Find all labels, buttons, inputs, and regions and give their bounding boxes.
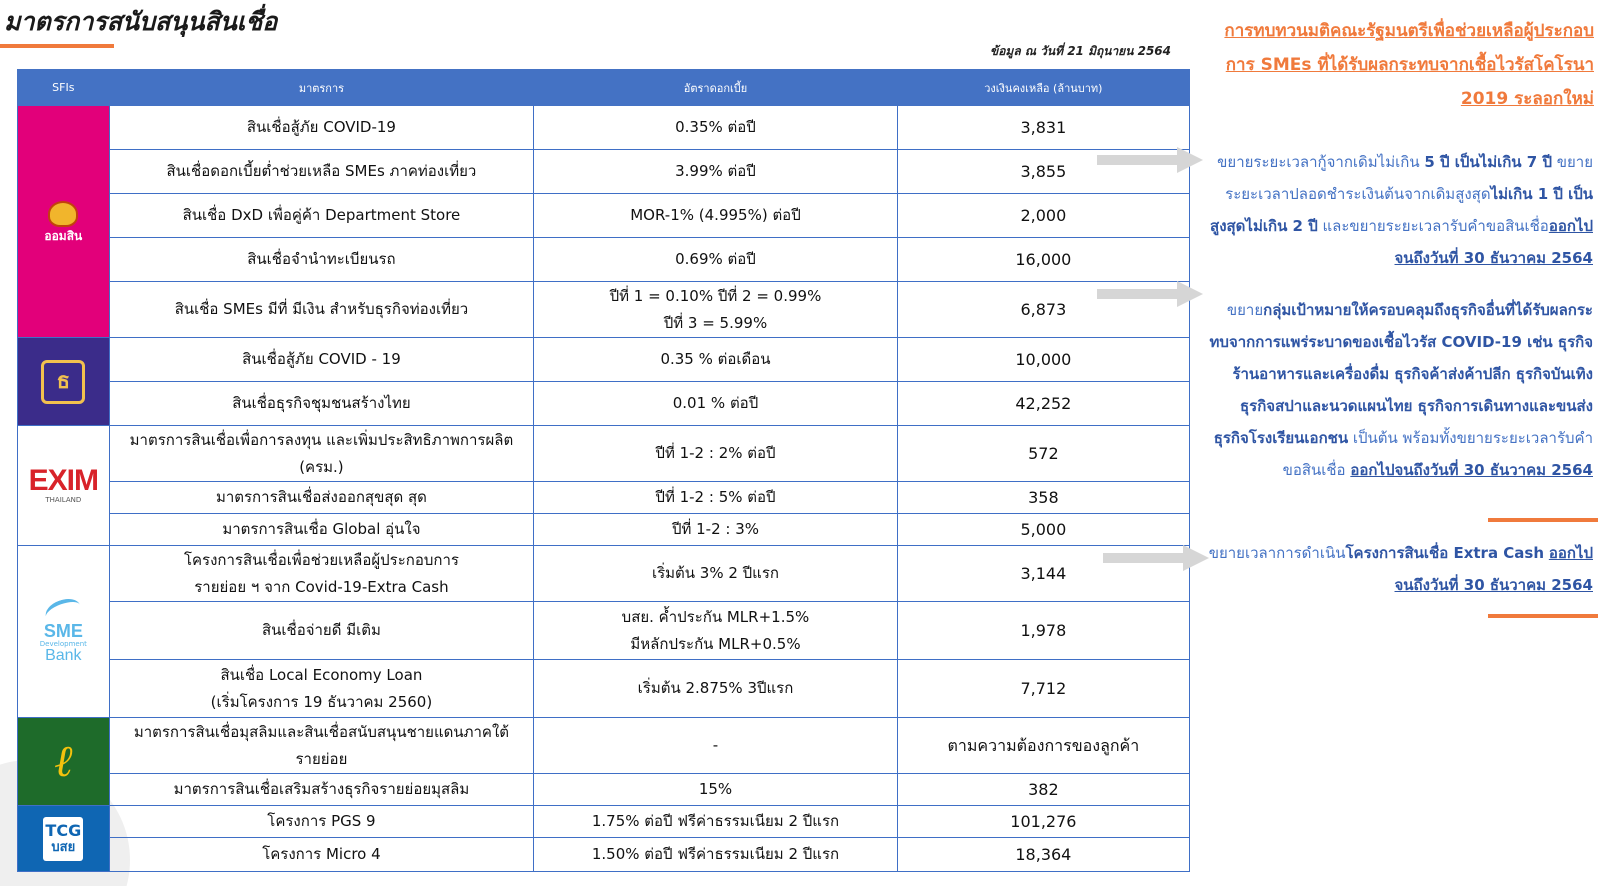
measure-cell: สินเชื่อจำนำทะเบียนรถ xyxy=(109,238,534,282)
ibank-crescent-icon: ℓ xyxy=(54,735,73,787)
note-divider xyxy=(1488,614,1598,618)
header-measure: มาตรการ xyxy=(109,70,534,106)
rate-cell: 15% xyxy=(534,774,898,806)
sidebar-heading: การทบทวนมติคณะรัฐมนตรีเพื่อช่วยเหลือผู้ประกอบการ SMEs ที่ได้รับผลกระทบจากเชื้อไวรัสโคโรนา 2019 ระลอกใหม่ xyxy=(1224,21,1594,109)
table-row xyxy=(18,382,1190,426)
table-row xyxy=(18,482,1190,514)
table-row xyxy=(18,774,1190,806)
measure-cell: สินเชื่อ SMEs มีที่ มีเงิน สำหรับธุรกิจท่องเที่ยว xyxy=(109,282,534,338)
arrow-right-icon xyxy=(1097,281,1203,307)
tcg-emblem-icon: TCG บสย xyxy=(43,817,83,861)
ibank-logo xyxy=(18,718,110,806)
header-sfis: SFIs xyxy=(18,70,110,106)
sme-bank-logo xyxy=(18,546,110,718)
rate-cell: 3.99% ต่อปี xyxy=(534,150,898,194)
baac-emblem-icon: ธ xyxy=(41,360,85,404)
table-row xyxy=(18,660,1190,718)
amount-cell: 10,000 xyxy=(897,338,1189,382)
sme-logo-bank: Bank xyxy=(45,646,82,664)
measure-cell: สินเชื่อสู้ภัย COVID-19 xyxy=(109,106,534,150)
gsb-logo xyxy=(18,106,110,338)
rate-cell: - xyxy=(534,718,898,774)
amount-cell: 3,831 xyxy=(897,106,1189,150)
baac-logo xyxy=(18,338,110,426)
amount-cell: 3,855 xyxy=(897,150,1189,194)
note-extend-target-group: ขยายกลุ่มเป้าหมายให้ครอบคลุมถึงธุรกิจอื่นที่ได้รับผลกระทบจากการแพร่ระบาดของเชื้อไวรัส COVID-19 เช่น ธุรกิจร้านอาหารและเครื่องดื่ม ธุรกิจค้าส่งค้าปลีก ธุรกิจบันเทิง ธุรกิจสปาและนวดแผนไทย ธุรกิจการเดินทางและขนส่ง ธุรกิจโรงเรียนเอกชน เป็นต้น พร้อมทั้งขยายระยะเวลารับคำขอสินเชื่อ ออกไปจนถึงวันที่ 30 ธันวาคม 2564 xyxy=(1209,301,1593,479)
rate-cell: 0.35 % ต่อเดือน xyxy=(534,338,898,382)
amount-cell: 16,000 xyxy=(897,238,1189,282)
amount-cell: ตามความต้องการของลูกค้า xyxy=(897,718,1189,774)
note-extra-cash: ขยายเวลาการดำเนินโครงการสินเชื่อ Extra Cash ออกไปจนถึงวันที่ 30 ธันวาคม 2564 xyxy=(1208,544,1593,594)
amount-cell: 5,000 xyxy=(897,514,1189,546)
amount-cell: 42,252 xyxy=(897,382,1189,426)
table-row xyxy=(18,106,1190,150)
title-underline xyxy=(0,44,114,48)
rate-cell: 0.35% ต่อปี xyxy=(534,106,898,150)
table-row xyxy=(18,602,1190,660)
table-row xyxy=(18,338,1190,382)
rate-cell: 1.50% ต่อปี ฟรีค่าธรรมเนียม 2 ปีแรก xyxy=(534,838,898,872)
table-row xyxy=(18,426,1190,482)
gsb-emblem-icon xyxy=(48,201,78,227)
exim-logo xyxy=(18,426,110,546)
amount-cell: 3,144 xyxy=(897,546,1189,602)
page-title: มาตรการสนับสนุนสินเชื่อ xyxy=(4,7,278,36)
header-amount: วงเงินคงเหลือ (ล้านบาท) xyxy=(897,70,1189,106)
amount-cell: 572 xyxy=(897,426,1189,482)
measure-cell: สินเชื่อ DxD เพื่อคู่ค้า Department Store xyxy=(109,194,534,238)
rate-cell: ปีที่ 1-2 : 5% ต่อปี xyxy=(534,482,898,514)
table-row xyxy=(18,718,1190,774)
table-body xyxy=(18,106,1190,872)
measure-cell: โครงการ Micro 4 xyxy=(109,838,534,872)
measure-cell: สินเชื่อดอกเบี้ยต่ำช่วยเหลือ SMEs ภาคท่องเที่ยว xyxy=(109,150,534,194)
rate-cell: บสย. ค้ำประกัน MLR+1.5% มีหลักประกัน MLR+0.5% xyxy=(534,602,898,660)
credit-measures-table xyxy=(17,69,1190,872)
table-row xyxy=(18,514,1190,546)
rate-cell: เริ่มต้น 3% 2 ปีแรก xyxy=(534,546,898,602)
tcg-logo xyxy=(18,806,110,872)
data-date: ข้อมูล ณ วันที่ 21 มิถุนายน 2564 xyxy=(990,44,1171,58)
arrow-right-icon xyxy=(1097,147,1203,173)
measure-cell: สินเชื่อจ่ายดี มีเติม xyxy=(109,602,534,660)
amount-cell: 101,276 xyxy=(897,806,1189,838)
amount-cell: 7,712 xyxy=(897,660,1189,718)
measure-cell: มาตรการสินเชื่อ Global อุ่นใจ xyxy=(109,514,534,546)
amount-cell: 1,978 xyxy=(897,602,1189,660)
sme-logo-sub: Development xyxy=(39,639,87,648)
measure-cell: สินเชื่อ Local Economy Loan (เริ่มโครงการ 19 ธันวาคม 2560) xyxy=(109,660,534,718)
exim-logo-sub: THAILAND xyxy=(45,496,82,504)
arrow-right-icon xyxy=(1103,545,1209,571)
measure-cell: มาตรการสินเชื่อเสริมสร้างธุรกิจรายย่อยมุสลิม xyxy=(109,774,534,806)
rate-cell: 0.69% ต่อปี xyxy=(534,238,898,282)
measure-cell: มาตรการสินเชื่อมุสลิมและสินเชื่อสนับสนุนชายแดนภาคใต้ รายย่อย xyxy=(109,718,534,774)
table-row xyxy=(18,282,1190,338)
table-row xyxy=(18,546,1190,602)
measure-cell: มาตรการสินเชื่อส่งออกสุขสุด สุด xyxy=(109,482,534,514)
amount-cell: 6,873 xyxy=(897,282,1189,338)
exim-logo-text: EXIM xyxy=(28,464,98,497)
rate-cell: ปีที่ 1 = 0.10% ปีที่ 2 = 0.99% ปีที่ 3 = 5.99% xyxy=(534,282,898,338)
rate-cell: MOR-1% (4.995%) ต่อปี xyxy=(534,194,898,238)
rate-cell: เริ่มต้น 2.875% 3ปีแรก xyxy=(534,660,898,718)
rate-cell: 0.01 % ต่อปี xyxy=(534,382,898,426)
gsb-logo-text: ออมสิน xyxy=(44,228,83,243)
header-rate: อัตราดอกเบี้ย xyxy=(534,70,898,106)
sme-logo-text: SME xyxy=(43,620,83,641)
measure-cell: มาตรการสินเชื่อเพื่อการลงทุน และเพิ่มประสิทธิภาพการผลิต (ครม.) xyxy=(109,426,534,482)
table-row xyxy=(18,194,1190,238)
note-extend-loan-term: ขยายระยะเวลากู้จากเดิมไม่เกิน 5 ปี เป็นไม่เกิน 7 ปี ขยายระยะเวลาปลอดชำระเงินต้นจากเดิมสูงสุดไม่เกิน 1 ปี เป็นสูงสุดไม่เกิน 2 ปี และขยายระยะเวลารับคำขอสินเชื่อออกไปจนถึงวันที่ 30 ธันวาคม 2564 xyxy=(1210,153,1593,267)
table-header-row xyxy=(18,70,1190,106)
measure-cell: สินเชื่อธุรกิจชุมชนสร้างไทย xyxy=(109,382,534,426)
table-row xyxy=(18,238,1190,282)
note-divider xyxy=(1488,518,1598,522)
amount-cell: 2,000 xyxy=(897,194,1189,238)
measure-cell: สินเชื่อสู้ภัย COVID - 19 xyxy=(109,338,534,382)
rate-cell: ปีที่ 1-2 : 3% xyxy=(534,514,898,546)
amount-cell: 382 xyxy=(897,774,1189,806)
rate-cell: ปีที่ 1-2 : 2% ต่อปี xyxy=(534,426,898,482)
rate-cell: 1.75% ต่อปี ฟรีค่าธรรมเนียม 2 ปีแรก xyxy=(534,806,898,838)
table-row xyxy=(18,838,1190,872)
measure-cell: โครงการ PGS 9 xyxy=(109,806,534,838)
table-row xyxy=(18,150,1190,194)
amount-cell: 358 xyxy=(897,482,1189,514)
table-row xyxy=(18,806,1190,838)
amount-cell: 18,364 xyxy=(897,838,1189,872)
measure-cell: โครงการสินเชื่อเพื่อช่วยเหลือผู้ประกอบการ รายย่อย ฯ จาก Covid-19-Extra Cash xyxy=(109,546,534,602)
